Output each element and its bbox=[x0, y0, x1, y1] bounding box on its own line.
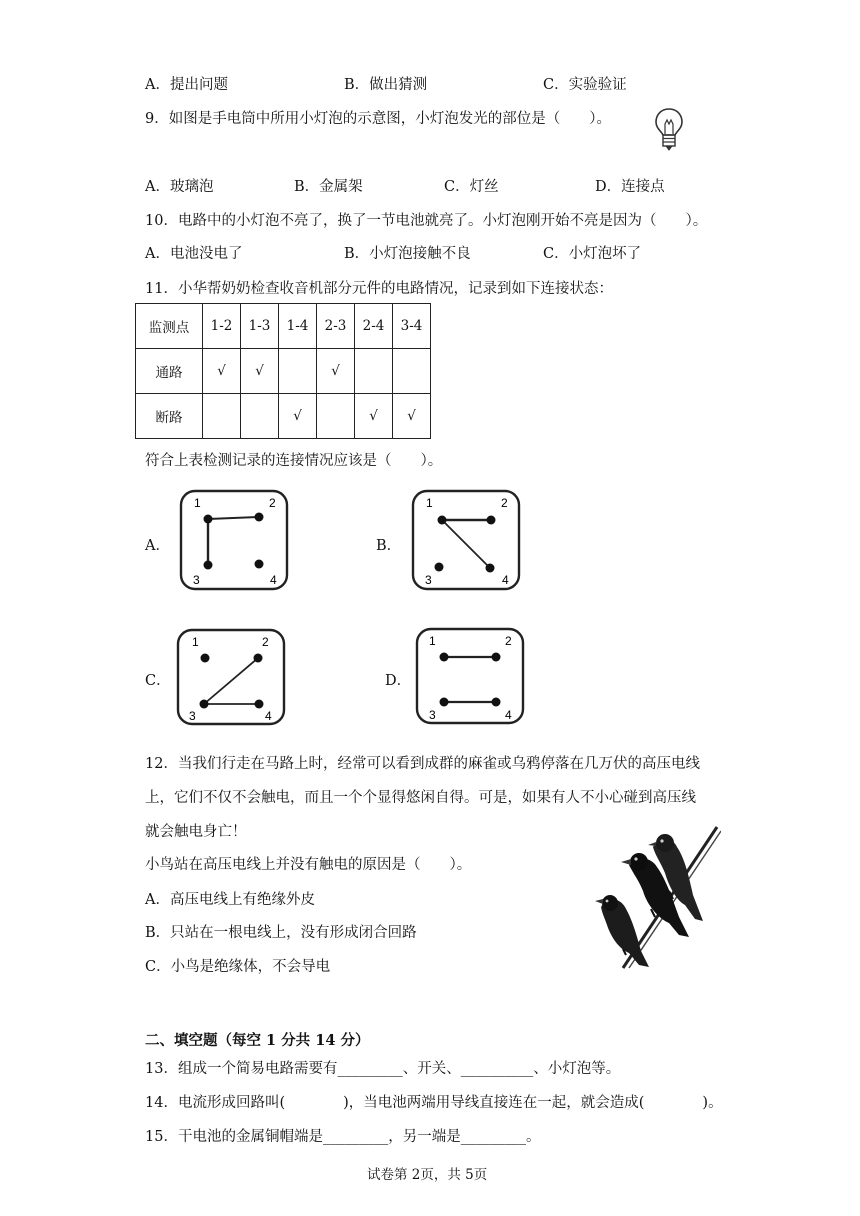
point-label-2: 2 bbox=[269, 496, 276, 510]
q11-stem: 11．小华帮奶奶检查收音机部分元件的电路情况，记录到如下连接状态： bbox=[145, 281, 613, 297]
table-header-cell: 3-4 bbox=[393, 304, 431, 349]
table-cell: √ bbox=[279, 394, 317, 439]
q8-option-b: B．做出猜测 bbox=[344, 77, 428, 93]
q11-option-c-label: C． bbox=[145, 673, 171, 689]
q10-stem: 10．电路中的小灯泡不亮了，换了一节电池就亮了。小灯泡刚开始不亮是因为（ ）。 bbox=[145, 213, 708, 229]
table-cell bbox=[241, 394, 279, 439]
q15-text: 15．干电池的金属铜帽端是_________，另一端是_________。 bbox=[145, 1129, 541, 1145]
q9-stem: 9．如图是手电筒中所用小灯泡的示意图，小灯泡发光的部位是（ ）。 bbox=[145, 111, 611, 127]
q9-option-b: B．金属架 bbox=[294, 179, 363, 195]
table-cell: √ bbox=[203, 349, 241, 394]
table-row bbox=[136, 349, 431, 394]
q11-option-b-label: B． bbox=[376, 538, 402, 554]
table-header-cell: 1-4 bbox=[279, 304, 317, 349]
q12-option-c: C．小鸟是绝缘体，不会导电 bbox=[145, 959, 331, 975]
table-header-cell: 1-3 bbox=[241, 304, 279, 349]
q9-option-a: A．玻璃泡 bbox=[145, 179, 214, 195]
point-label-1: 1 bbox=[426, 496, 433, 510]
table-header-cell: 2-4 bbox=[355, 304, 393, 349]
detection-table bbox=[135, 303, 431, 439]
q12-text-line-2: 上，它们不仅不会触电，而且一个个显得悠闲自得。可是，如果有人不小心碰到高压线 bbox=[145, 790, 696, 806]
q10-option-b: B．小灯泡接触不良 bbox=[344, 246, 471, 262]
table-cell: √ bbox=[317, 349, 355, 394]
q10-option-a: A．电池没电了 bbox=[145, 246, 243, 262]
point-label-4: 4 bbox=[502, 573, 509, 587]
q11-option-d-label: D． bbox=[385, 673, 412, 689]
point-label-2: 2 bbox=[501, 496, 508, 510]
point-label-2: 2 bbox=[262, 635, 269, 649]
table-header-cell: 1-2 bbox=[203, 304, 241, 349]
q14-text: 14．电流形成回路叫( )，当电池两端用导线直接连在一起，就会造成( )。 bbox=[145, 1095, 723, 1111]
q11-option-a-label: A． bbox=[145, 538, 170, 554]
table-header-row bbox=[136, 304, 431, 349]
light-bulb-icon bbox=[652, 106, 686, 152]
circuit-diagram-d bbox=[415, 627, 527, 727]
q13-text: 13．组成一个简易电路需要有_________、开关、__________、小灯泡等。 bbox=[145, 1061, 621, 1077]
q9-option-d: D．连接点 bbox=[595, 179, 665, 195]
point-label-2: 2 bbox=[505, 634, 512, 648]
point-label-4: 4 bbox=[505, 708, 512, 722]
q12-question: 小鸟站在高压电线上并没有触电的原因是（ ）。 bbox=[145, 857, 472, 873]
q11-prompt: 符合上表检测记录的连接情况应该是（ ）。 bbox=[145, 453, 443, 469]
table-cell: √ bbox=[393, 394, 431, 439]
table-header-cell: 2-3 bbox=[317, 304, 355, 349]
table-row bbox=[136, 394, 431, 439]
point-label-3: 3 bbox=[425, 573, 432, 587]
q12-text-line-1: 12．当我们行走在马路上时，经常可以看到成群的麻雀或乌鸦停落在几万伏的高压电线 bbox=[145, 756, 700, 772]
q8-option-a: A．提出问题 bbox=[145, 77, 228, 93]
circuit-diagram-c bbox=[176, 628, 288, 728]
table-cell bbox=[279, 349, 317, 394]
table-header-cell: 监测点 bbox=[136, 304, 203, 349]
point-label-1: 1 bbox=[429, 634, 436, 648]
point-label-1: 1 bbox=[194, 496, 201, 510]
point-label-4: 4 bbox=[265, 709, 272, 723]
circuit-diagram-b bbox=[411, 489, 523, 593]
section-2-title: 二、填空题（每空 1 分共 14 分） bbox=[145, 1032, 370, 1049]
point-label-3: 3 bbox=[429, 708, 436, 722]
table-cell bbox=[203, 394, 241, 439]
table-cell bbox=[317, 394, 355, 439]
table-cell: √ bbox=[241, 349, 279, 394]
q10-option-c: C．小灯泡坏了 bbox=[543, 246, 642, 262]
page-footer: 试卷第 2页，共 5页 bbox=[367, 1167, 488, 1183]
q8-option-c: C．实验验证 bbox=[543, 77, 627, 93]
point-label-4: 4 bbox=[270, 573, 277, 587]
circuit-diagram-a bbox=[179, 489, 291, 593]
q12-option-b: B．只站在一根电线上，没有形成闭合回路 bbox=[145, 925, 417, 941]
birds-on-wire-image bbox=[593, 825, 721, 970]
point-label-3: 3 bbox=[189, 709, 196, 723]
q9-option-c: C．灯丝 bbox=[444, 179, 499, 195]
table-cell bbox=[393, 349, 431, 394]
table-cell bbox=[355, 349, 393, 394]
point-label-1: 1 bbox=[192, 635, 199, 649]
row-label: 通路 bbox=[136, 349, 203, 394]
q12-text-line-3: 就会触电身亡！ bbox=[145, 824, 247, 840]
point-label-3: 3 bbox=[193, 573, 200, 587]
q12-option-a: A．高压电线上有绝缘外皮 bbox=[145, 892, 315, 908]
table-cell: √ bbox=[355, 394, 393, 439]
row-label: 断路 bbox=[136, 394, 203, 439]
